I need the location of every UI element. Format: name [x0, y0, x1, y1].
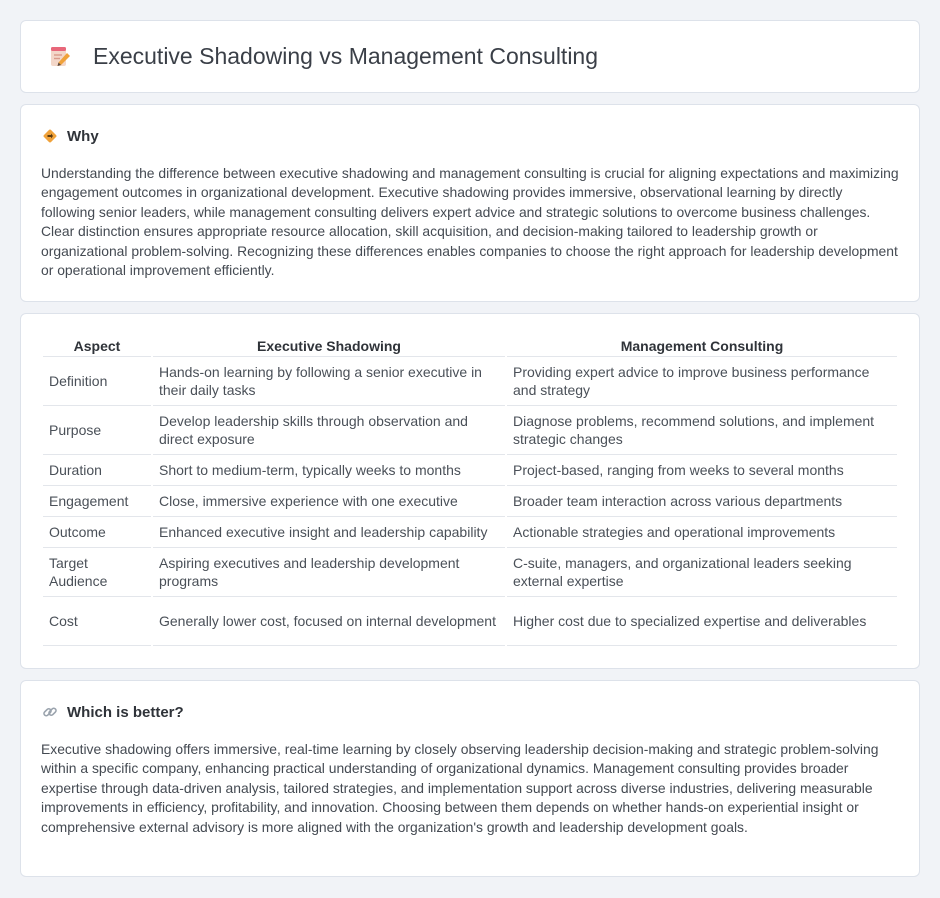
table-row [43, 548, 897, 597]
table-row [43, 597, 897, 646]
better-text: Executive shadowing offers immersive, real-time learning by closely observing leadership decision-making and strategic problem-solving within a specific company, enhancing practical understanding of organizational dynamics. Management consulting provides broader expertise through data-driven analysis, tailored strategies, and implementation support across diverse industries, delivering measurable improvements in efficiency, profitability, and innovation. Choosing between them depends on whether hands-on experiential insight or comprehensive external advisory is more aligned with the organization's growth and leadership development goals. [41, 741, 879, 835]
why-text: Understanding the difference between executive shadowing and management consulting is crucial for aligning expectations and maximizing engagement outcomes in organizational development. Executive shadowing provides immersive, observational learning by directly following senior leaders, while management consulting delivers expert advice and strategic solutions to overcome business challenges. Clear distinction ensures appropriate resource allocation, skill acquisition, and decision-making tailored to leadership growth or organizational problem-solving. Recognizing these differences enables companies to choose the right approach for leadership development or operational improvement efficiently. [41, 165, 899, 279]
cell-shadowing: Close, immersive experience with one executive [153, 486, 505, 517]
cell-consulting: Providing expert advice to improve business performance and strategy [507, 357, 897, 406]
table-header-row [43, 335, 897, 357]
cell-shadowing: Short to medium-term, typically weeks to months [153, 455, 505, 486]
table-row [43, 357, 897, 406]
better-heading: Which is better? [67, 703, 184, 721]
cell-aspect: Target Audience [43, 548, 151, 597]
which-is-better-section [20, 680, 920, 877]
header-card [20, 20, 920, 93]
header-management-consulting: Management Consulting [507, 335, 897, 357]
cell-aspect: Engagement [43, 486, 151, 517]
link-icon [41, 703, 59, 721]
header-executive-shadowing: Executive Shadowing [153, 335, 505, 357]
cell-shadowing: Develop leadership skills through observation and direct exposure [153, 406, 505, 455]
cell-aspect: Purpose [43, 406, 151, 455]
cell-shadowing: Hands-on learning by following a senior executive in their daily tasks [153, 357, 505, 406]
why-section [20, 104, 920, 302]
cell-consulting: Higher cost due to specialized expertise and deliverables [507, 597, 897, 646]
why-heading: Why [67, 127, 99, 145]
table-row [43, 486, 897, 517]
cell-shadowing: Aspiring executives and leadership development programs [153, 548, 505, 597]
header-aspect: Aspect [43, 335, 151, 357]
cell-aspect: Outcome [43, 517, 151, 548]
cell-shadowing: Enhanced executive insight and leadership capability [153, 517, 505, 548]
cell-aspect: Cost [43, 597, 151, 646]
table-row [43, 406, 897, 455]
cell-consulting: C-suite, managers, and organizational leaders seeking external expertise [507, 548, 897, 597]
better-heading-row [41, 703, 899, 721]
cell-aspect: Definition [43, 357, 151, 406]
cell-shadowing: Generally lower cost, focused on internal development [153, 597, 505, 646]
document-pencil-icon [45, 42, 75, 72]
cell-aspect: Duration [43, 455, 151, 486]
diamond-direction-icon [41, 127, 59, 145]
comparison-table [41, 335, 899, 646]
comparison-table-card [20, 313, 920, 669]
page-title: Executive Shadowing vs Management Consulting [93, 43, 599, 69]
cell-consulting: Broader team interaction across various departments [507, 486, 897, 517]
why-heading-row [41, 127, 899, 145]
cell-consulting: Project-based, ranging from weeks to several months [507, 455, 897, 486]
table-row [43, 517, 897, 548]
table-row [43, 455, 897, 486]
cell-consulting: Actionable strategies and operational improvements [507, 517, 897, 548]
cell-consulting: Diagnose problems, recommend solutions, and implement strategic changes [507, 406, 897, 455]
